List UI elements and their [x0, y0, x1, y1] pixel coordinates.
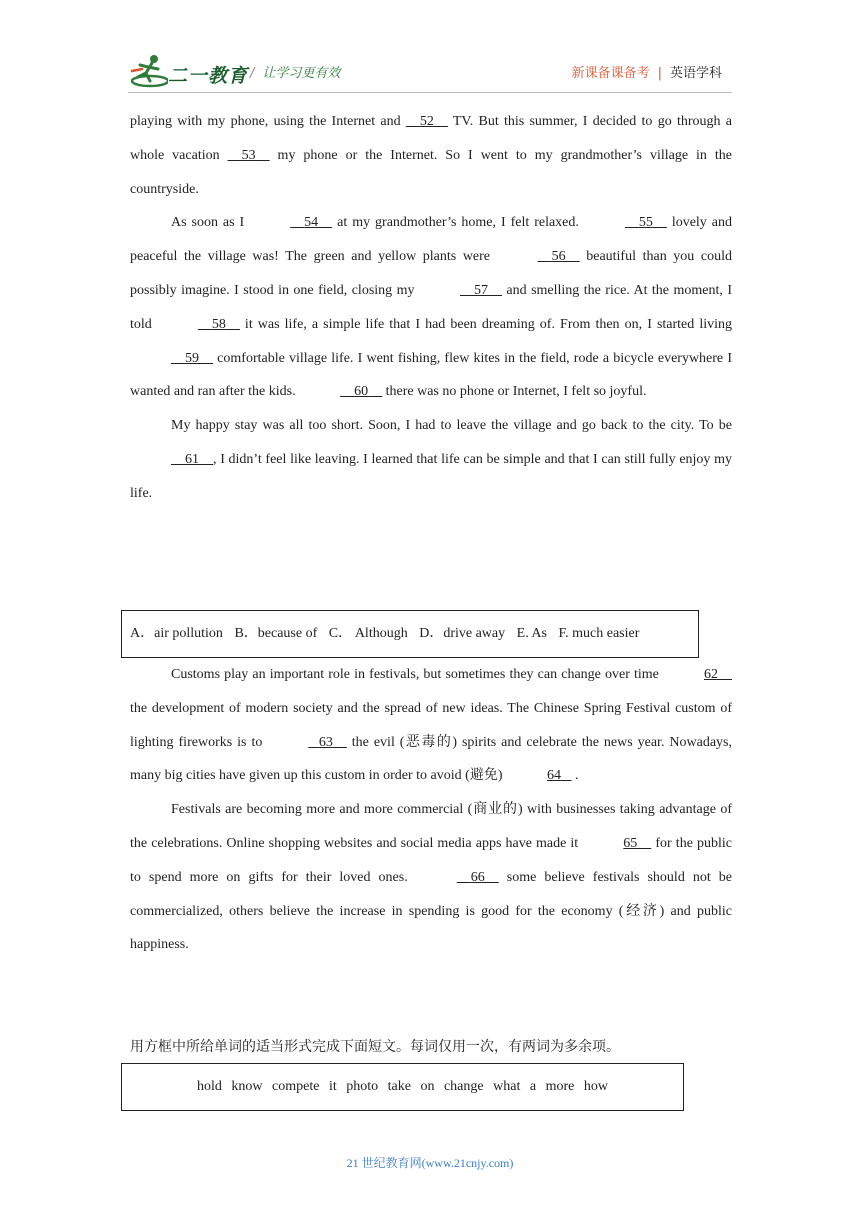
text: it was life, a simple life that I had been dreaming of. From then on, I started living	[239, 316, 733, 332]
option-e: E. As	[516, 626, 547, 641]
text: beautiful than you could possibly imagine. I stood in one field, closing my	[130, 249, 732, 298]
word: take	[387, 1079, 411, 1094]
text: TV. But this summer, I decided to go through a whole vacation	[130, 114, 732, 163]
blank-63[interactable]: 63	[318, 734, 333, 750]
word: photo	[346, 1079, 379, 1094]
text: .	[571, 768, 579, 784]
header-rule	[128, 92, 732, 93]
options-box	[121, 610, 699, 658]
option-a: A．air pollution	[130, 626, 223, 641]
option-b: B．because of	[234, 626, 318, 641]
text: there was no phone or Internet, I felt so joyful.	[382, 384, 647, 400]
text: lovely and peaceful the village was! The green and yellow plants were	[130, 215, 732, 265]
paragraph	[130, 793, 732, 962]
word-box	[121, 1063, 684, 1111]
blank-52[interactable]: 52	[419, 114, 434, 129]
tag-divider: |	[657, 66, 662, 81]
word: more	[545, 1079, 575, 1094]
blank-64[interactable]: 64	[546, 768, 561, 784]
word: compete	[272, 1079, 320, 1094]
paragraph	[130, 409, 732, 510]
word: on	[420, 1079, 435, 1094]
slogan-text: 让学习更有效	[262, 66, 341, 81]
blank-60[interactable]: 60	[354, 384, 369, 400]
paragraph	[130, 105, 732, 206]
option-d: D．drive away	[419, 626, 506, 641]
text: for the public to spend more on gifts for their loved ones.	[130, 835, 733, 885]
blank-53[interactable]: 53	[241, 147, 256, 163]
word: know	[231, 1079, 263, 1094]
text: my phone or the Internet. So I went to my grandmother’s village in the countryside.	[130, 147, 732, 197]
text: some believe festivals should not be commercialized, others believe the increase in spending is good for the economy (经济) and public happiness.	[130, 869, 732, 953]
option-f: F. much easier	[558, 626, 640, 641]
text: and smelling the rice. At the moment, I told	[130, 282, 732, 332]
text: Customs play an important role in festivals, but sometimes they can change over time	[171, 667, 663, 682]
text: the evil (恶毒的) spirits and celebrate the news year. Nowadays, many big cities have given up this custom in order to avoid (避免)	[130, 734, 733, 784]
instruction: 用方框中所给单词的适当形式完成下面短文。每词仅用一次，有两词为多余项。	[130, 1039, 620, 1055]
passage-1	[130, 105, 732, 511]
blank-62[interactable]: 62	[704, 667, 718, 682]
word: it	[328, 1079, 337, 1094]
blank-56[interactable]: 56	[551, 249, 566, 265]
text: at my grandmother’s home, I felt relaxed.	[332, 215, 584, 231]
text: , I didn’t feel like leaving. I learned that life can be simple and that I can still fully enjoy my life.	[130, 451, 732, 501]
blank-55[interactable]: 55	[638, 215, 653, 231]
option-c: C． Although	[328, 626, 408, 641]
runner-logo-icon	[128, 53, 168, 89]
word: change	[443, 1079, 484, 1094]
passage-2	[130, 658, 732, 962]
tag-right: 英语学科	[669, 66, 722, 81]
subject-tag	[572, 62, 722, 81]
text: My happy stay was all too short. Soon, I had to leave the village and go back to the city. To be	[171, 418, 732, 434]
tag-left: 新课备课备考	[571, 66, 650, 81]
text: Festivals are becoming more and more commercial (商业的) with businesses taking advantage of the celebrations. Online shopping websites and social media apps have made it	[130, 802, 732, 851]
blank-57[interactable]: 57	[473, 282, 488, 298]
slash-divider: /	[250, 66, 255, 81]
logo-text: 二一教育	[168, 65, 249, 87]
word: a	[529, 1079, 537, 1094]
blank-59[interactable]: 59	[185, 350, 199, 366]
paragraph	[130, 658, 732, 793]
word: how	[583, 1079, 608, 1094]
text: comfortable village life. I went fishing, flew kites in the field, rode a bicycle everywhere I wanted and ran after the kids.	[130, 350, 732, 400]
blank-66[interactable]: 66	[470, 869, 485, 885]
word: what	[493, 1079, 521, 1094]
slogan	[250, 62, 340, 81]
blank-58[interactable]: 58	[211, 316, 226, 332]
page-header	[0, 0, 860, 100]
blank-65[interactable]: 65	[623, 835, 638, 851]
text: playing with my phone, using the Internet and	[130, 114, 406, 129]
word: hold	[197, 1079, 222, 1094]
text: As soon as I	[171, 215, 250, 231]
blank-61[interactable]: 61	[185, 451, 199, 467]
blank-54[interactable]: 54	[304, 215, 319, 231]
paragraph	[130, 206, 732, 409]
text: the development of modern society and the spread of new ideas. The Chinese Spring Festival custom of lighting fireworks is to	[130, 700, 732, 750]
footer: 21 世纪教育网(www.21cnjy.com)	[346, 1156, 514, 1170]
